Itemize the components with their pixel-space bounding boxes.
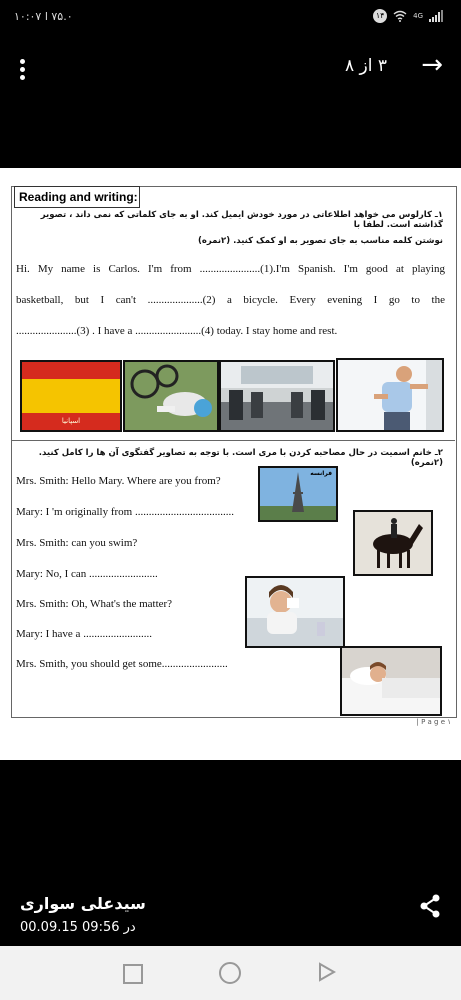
paris-caption: فرانسه — [310, 470, 332, 477]
forward-arrow-icon[interactable]: → — [421, 50, 443, 80]
notification-badge: ۱۴ — [373, 9, 387, 23]
horse-riding-image — [353, 510, 433, 576]
back-pain-image — [336, 358, 444, 432]
navigation-bar — [0, 946, 461, 1000]
document-page — [0, 168, 461, 760]
spain-flag-image — [20, 360, 122, 432]
q1-text-line1: Hi. My name is Carlos. I'm from ......................(1).I'm Spanish. I'm good at playing — [16, 263, 445, 275]
dialogue-line: Mary: I 'm originally from .................................... — [16, 506, 234, 518]
page-footer: | P a g e ۱ — [416, 718, 451, 726]
back-button[interactable] — [318, 962, 336, 982]
q1-instruction-line2: نوشتن کلمه مناسب به جای تصویر به او کمک کنید. (۲نمره) — [197, 236, 443, 246]
dialogue-line: Mrs. Smith: Hello Mary. Where are you from? — [16, 475, 221, 487]
wifi-icon — [393, 10, 407, 22]
section-title: Reading and writing: — [14, 186, 140, 208]
recent-apps-button[interactable] — [123, 964, 143, 984]
q1-instruction-line1: ۱ـ کارلوس می خواهد اطلاعاتی در مورد خودش ایمیل کند. او به جای کلماتی که نمی داند ، تصویر گذاشته است. لطفا با — [40, 210, 443, 230]
q1-text-line2: basketball, but I can't ....................(2) a bicycle. Every evening I go to the — [16, 294, 445, 306]
page-counter: ۳ از ۸ — [344, 56, 387, 76]
status-time: ۱۰:۰۷ l ۷۵.۰ — [14, 10, 73, 23]
sleeping-image — [340, 646, 442, 716]
more-options-icon[interactable] — [20, 56, 32, 83]
dialogue-line: Mrs. Smith, you should get some........................ — [16, 658, 228, 670]
paris-eiffel-image — [258, 466, 338, 522]
message-info-panel — [0, 760, 461, 946]
dialogue-line: Mrs. Smith: Oh, What's the matter? — [16, 598, 173, 610]
gym-image — [219, 360, 335, 432]
dialogue-line: Mary: I have a ......................... — [16, 628, 152, 640]
sender-name: سیدعلی سواری — [20, 894, 146, 913]
dialogue-line: Mrs. Smith: can you swim? — [16, 537, 138, 549]
flag-caption: اسپانیا — [22, 413, 120, 430]
share-icon[interactable] — [419, 894, 441, 922]
signal-icon — [429, 10, 443, 22]
viewer-toolbar — [0, 38, 461, 104]
bicycle-fall-image — [123, 360, 219, 432]
section-divider — [11, 440, 455, 441]
q1-text-line3: ......................(3) . I have a ........................(4) today. I stay home and rest. — [16, 325, 338, 337]
flu-sick-image — [245, 576, 345, 648]
dialogue-line: Mary: No, I can ......................... — [16, 568, 158, 580]
status-bar — [0, 0, 461, 38]
q2-instruction: ۲ـ خانم اسمیت در حال مصاحبه کردن با مری است. با توجه به تصاویر گفتگوی آن ها را کامل کنید. (۲نمره) — [38, 448, 443, 468]
home-button[interactable] — [219, 962, 241, 984]
network-type: 4G — [413, 12, 423, 20]
message-time: 00.09.15 در 09:56 — [20, 920, 136, 935]
